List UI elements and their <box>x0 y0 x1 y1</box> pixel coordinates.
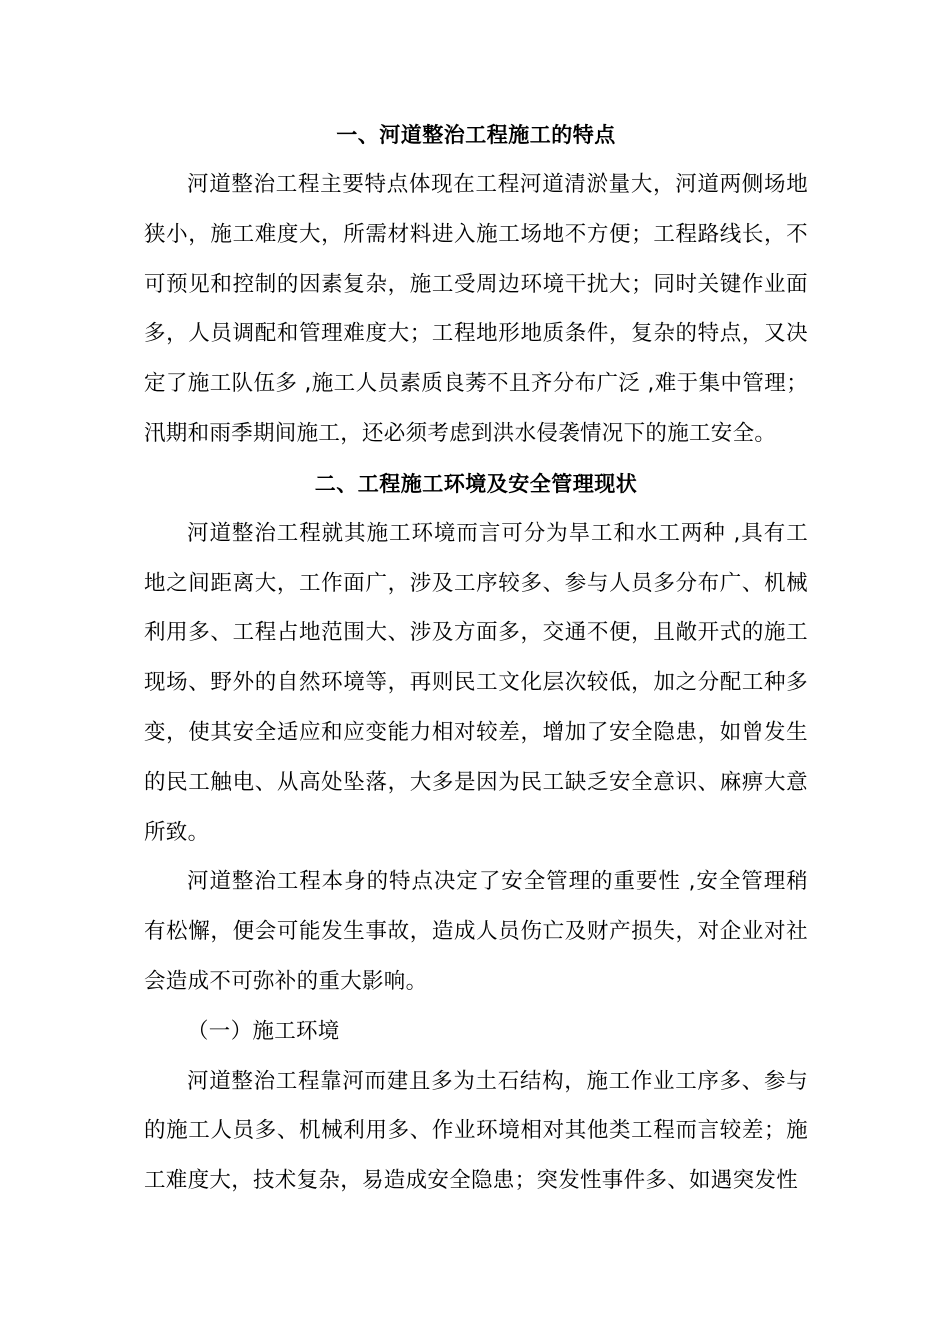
subsection-1-heading: （一）施工环境 <box>187 1018 340 1044</box>
section-2-paragraph-1: 河道整治工程就其施工环境而言可分为旱工和水工两种 ,具有工地之间距离大，工作面广，涉及工序较多、参与人员多分布广、机械利用多、工程占地范围大、涉及方面多，交通不便，且敞开式的施工现场、野外的自然环境等，再则民工文化层次较低，加之分配工种多变，使其安全适应和应变能力相对较差，增加了安全隐患，如曾发生的民工触电、从高处坠落，大多是因为民工缺乏安全意识、麻痹大意所致。 <box>144 520 808 845</box>
section-1-paragraph-1: 河道整治工程主要特点体现在工程河道清淤量大，河道两侧场地狭小，施工难度大，所需材料进入施工场地不方便；工程路线长，不可预见和控制的因素复杂，施工受周边环境干扰大；同时关键作业面多，人员调配和管理难度大；工程地形地质条件，复杂的特点，又决定了施工队伍多 ,施工人员素质良莠不且齐分布广泛 ,难于集中管理；汛期和雨季期间施工，还必须考虑到洪水侵袭情况下的施工安全。 <box>144 172 808 446</box>
section-1-heading: 一、河道整治工程施工的特点 <box>336 123 616 147</box>
subsection-1-paragraph-1: 河道整治工程靠河而建且多为土石结构，施工作业工序多、参与的施工人员多、机械利用多、作业环境相对其他类工程而言较差；施工难度大，技术复杂，易造成安全隐患；突发性事件多、如遇突发性 <box>144 1068 808 1194</box>
section-2-paragraph-2: 河道整治工程本身的特点决定了安全管理的重要性 ,安全管理稍有松懈，便会可能发生事故，造成人员伤亡及财产损失，对企业对社会造成不可弥补的重大影响。 <box>144 869 808 994</box>
section-2-heading: 二、工程施工环境及安全管理现状 <box>314 471 638 496</box>
document-page <box>144 110 808 1206</box>
